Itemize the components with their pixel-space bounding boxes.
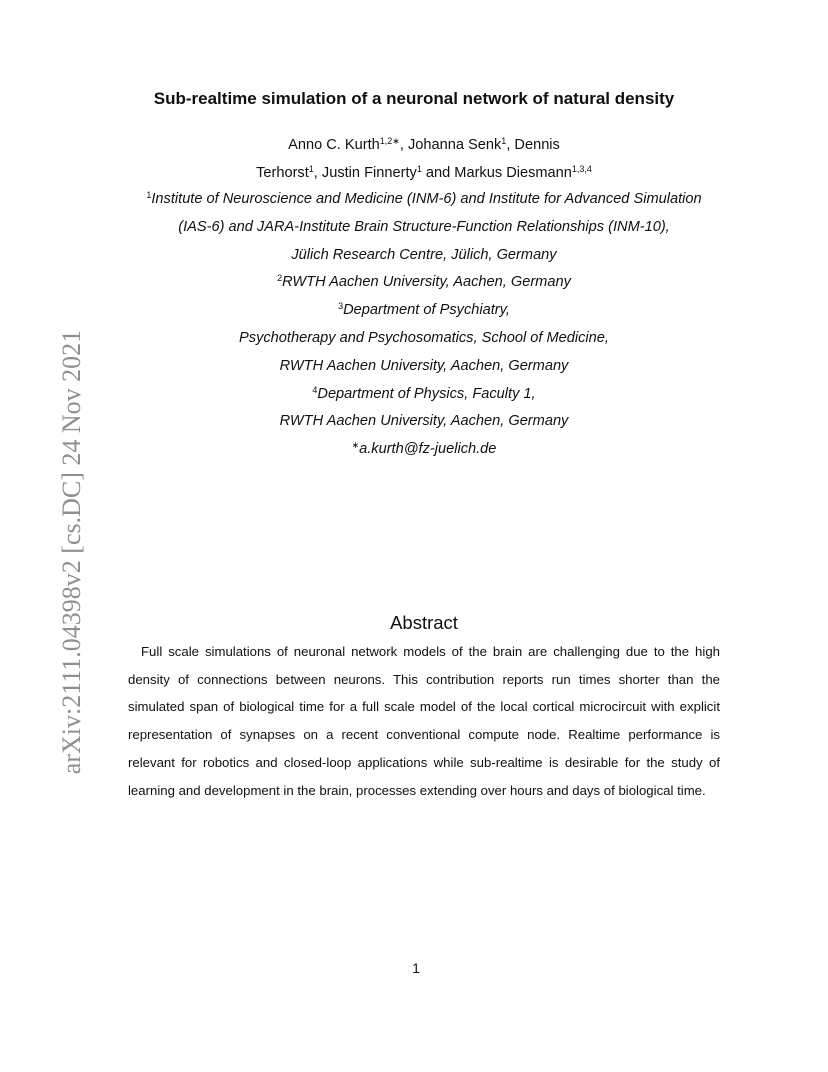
author-affil-mark: 1,2∗ [379, 136, 400, 147]
author-list [0, 131, 828, 187]
abstract-body: Full scale simulations of neuronal network models of the brain are challenging due to the high density of connections between neurons. This contribution reports run times shorter than the simulated span of biological time for a full scale model of the local cortical microcircuit with explicit representation of synapses on a recent conventional compute node. Realtime performance is relevant for robotics and closed-loop applications while sub-realtime is desirable for the study of learning and development in the brain, processes extending over hours and days of biological time. [128, 644, 720, 798]
affiliation-mark: 2 [277, 273, 283, 284]
email-mark: ∗ [351, 440, 360, 451]
author-name: Terhorst [256, 165, 309, 181]
author-name: Johanna Senk [407, 137, 502, 153]
author-affil-mark: 1,3,4 [571, 164, 592, 175]
affiliation-line: RWTH Aachen University, Aachen, Germany [279, 413, 569, 430]
author-line-2 [0, 159, 828, 187]
contact-email-line [0, 436, 828, 464]
affiliation-mark: 3 [338, 301, 344, 312]
author-separator: , [399, 137, 408, 153]
affiliation-line: Psychotherapy and Psychosomatics, School of Medicine, [239, 329, 609, 346]
author-separator: , Dennis [506, 137, 560, 153]
author-affil-mark: 1 [416, 164, 422, 175]
affiliation-line: $^2$RWTH Aachen University, Aachen, Germany [277, 273, 571, 291]
author-name: Justin Finnerty [321, 165, 417, 181]
affiliation-line: $^3$Department of Psychiatry, [338, 301, 510, 319]
author-separator: , [313, 165, 322, 181]
contact-email[interactable]: a.kurth@fz-juelich.de [359, 441, 497, 458]
affiliation-line: (IAS-6) and JARA-Institute Brain Structure-Function Relationships (INM-10), [178, 218, 670, 235]
affiliation-line: $^1$Institute of Neuroscience and Medicine (INM-6) and Institute for Advanced Simulation [146, 190, 702, 207]
arxiv-identifier-stamp: arXiv:2111.04398v2 [cs.DC] 24 Nov 2021 [57, 329, 86, 775]
abstract-heading: Abstract [390, 612, 458, 633]
affiliation-list [0, 186, 828, 464]
author-separator: and [421, 165, 455, 181]
affiliation-mark: 1 [146, 190, 152, 201]
author-name: Anno C. Kurth [288, 137, 380, 153]
affiliation-line: $^4$Department of Physics, Faculty 1, [312, 384, 536, 402]
author-line-1 [0, 131, 828, 159]
author-affil-mark: 1 [308, 164, 314, 175]
affiliation-line: RWTH Aachen University, Aachen, Germany [279, 357, 569, 374]
affiliation-line: Jülich Research Centre, Jülich, Germany [291, 246, 557, 263]
paper-title: Sub-realtime simulation of a neuronal network of natural density [153, 89, 675, 108]
page-number: 1 [412, 960, 420, 976]
author-name: Markus Diesmann [454, 165, 572, 181]
affiliation-mark: 4 [312, 384, 318, 395]
author-affil-mark: 1 [501, 136, 507, 147]
